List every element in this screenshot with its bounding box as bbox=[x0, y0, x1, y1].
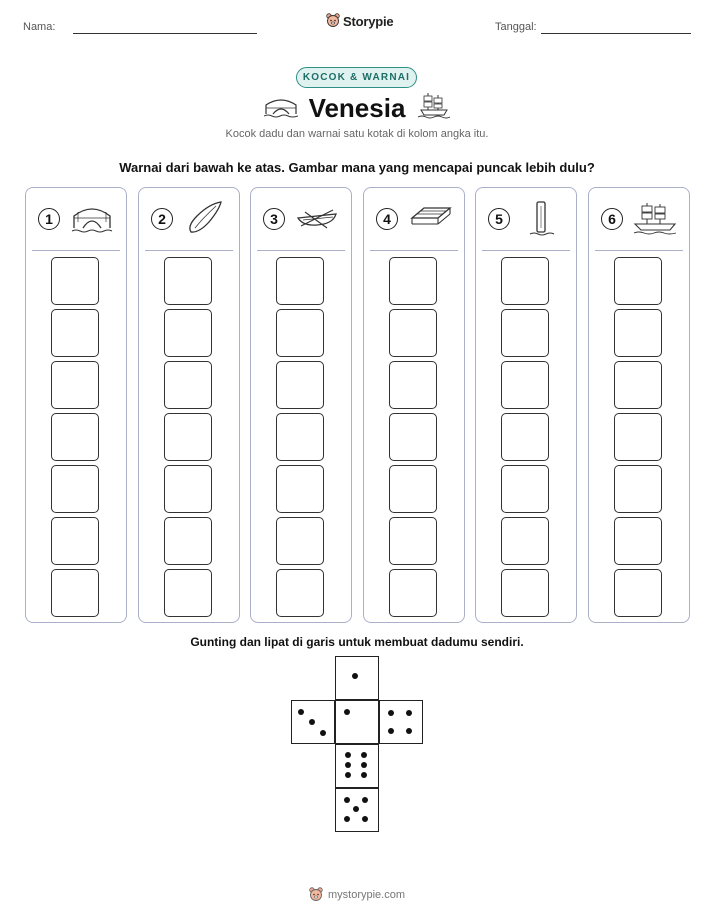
color-cell[interactable] bbox=[614, 413, 662, 461]
pip bbox=[353, 806, 359, 812]
color-cell[interactable] bbox=[51, 309, 99, 357]
color-cell[interactable] bbox=[276, 361, 324, 409]
color-cell[interactable] bbox=[389, 517, 437, 565]
pip bbox=[309, 719, 315, 725]
column-4 bbox=[363, 187, 465, 623]
color-cell[interactable] bbox=[164, 465, 212, 513]
column-header bbox=[257, 188, 345, 251]
color-cell[interactable] bbox=[389, 413, 437, 461]
mooring-pole-icon bbox=[520, 200, 564, 236]
color-cell[interactable] bbox=[614, 309, 662, 357]
dice-face-1-center[interactable] bbox=[335, 700, 379, 744]
column-header bbox=[370, 188, 458, 251]
color-cell[interactable] bbox=[389, 257, 437, 305]
dice-face-3[interactable] bbox=[291, 700, 335, 744]
column-5 bbox=[475, 187, 577, 623]
name-line[interactable] bbox=[73, 33, 257, 34]
pip bbox=[361, 772, 367, 778]
column-6 bbox=[588, 187, 690, 623]
bear-footer-icon bbox=[308, 887, 324, 903]
color-cell[interactable] bbox=[389, 569, 437, 617]
storypie-logo bbox=[326, 13, 393, 29]
color-cell[interactable] bbox=[501, 309, 549, 357]
column-number: 5 bbox=[488, 208, 510, 230]
color-cell[interactable] bbox=[164, 569, 212, 617]
color-cell[interactable] bbox=[501, 517, 549, 565]
cut-instruction: Gunting dan lipat di garis untuk membuat dadumu sendiri. bbox=[190, 635, 524, 649]
color-cell[interactable] bbox=[164, 361, 212, 409]
ship-title-icon bbox=[418, 91, 450, 119]
color-cell[interactable] bbox=[276, 257, 324, 305]
rowboat-icon bbox=[295, 200, 339, 236]
bridge-icon bbox=[70, 200, 114, 236]
logo-text: Storypie bbox=[343, 13, 394, 29]
color-cell[interactable] bbox=[501, 465, 549, 513]
color-cell[interactable] bbox=[276, 465, 324, 513]
pip bbox=[406, 728, 412, 734]
pip bbox=[344, 816, 350, 822]
column-number: 1 bbox=[38, 208, 60, 230]
color-cell[interactable] bbox=[164, 517, 212, 565]
pip bbox=[352, 673, 358, 679]
sailing-ship-icon bbox=[633, 200, 677, 236]
color-cell[interactable] bbox=[389, 465, 437, 513]
dock-raft-icon bbox=[408, 200, 452, 236]
color-cell[interactable] bbox=[614, 517, 662, 565]
color-cell[interactable] bbox=[51, 257, 99, 305]
date-line[interactable] bbox=[541, 33, 691, 34]
pip bbox=[320, 730, 326, 736]
pip bbox=[298, 709, 304, 715]
subtitle: Kocok dadu dan warnai satu kotak di kolom angka itu. bbox=[225, 128, 489, 140]
color-cell[interactable] bbox=[501, 257, 549, 305]
footer-url[interactable]: mystorypie.com bbox=[328, 889, 406, 901]
color-cell[interactable] bbox=[164, 413, 212, 461]
color-cell[interactable] bbox=[164, 309, 212, 357]
dice-face-4[interactable] bbox=[379, 700, 423, 744]
column-1 bbox=[25, 187, 127, 623]
color-cell[interactable] bbox=[614, 257, 662, 305]
pip bbox=[388, 710, 394, 716]
color-cell[interactable] bbox=[501, 569, 549, 617]
color-cell[interactable] bbox=[164, 257, 212, 305]
bear-logo-icon bbox=[326, 13, 340, 29]
footer bbox=[308, 887, 405, 903]
column-3 bbox=[250, 187, 352, 623]
color-cell[interactable] bbox=[501, 361, 549, 409]
dice-face-5[interactable] bbox=[335, 788, 379, 832]
column-number: 2 bbox=[151, 208, 173, 230]
color-cell[interactable] bbox=[51, 569, 99, 617]
color-cell[interactable] bbox=[501, 413, 549, 461]
date-label: Tanggal: bbox=[495, 21, 537, 33]
color-cell[interactable] bbox=[51, 465, 99, 513]
pip bbox=[362, 797, 368, 803]
color-cell[interactable] bbox=[276, 413, 324, 461]
instruction-text: Warnai dari bawah ke atas. Gambar mana yang mencapai puncak lebih dulu? bbox=[119, 160, 595, 175]
name-label: Nama: bbox=[23, 21, 56, 33]
pip bbox=[344, 797, 350, 803]
column-header bbox=[482, 188, 570, 251]
activity-badge: KOCOK & WARNAI bbox=[296, 67, 417, 88]
column-header bbox=[595, 188, 683, 251]
color-cell[interactable] bbox=[51, 361, 99, 409]
column-number: 4 bbox=[376, 208, 398, 230]
pip bbox=[345, 762, 351, 768]
column-header bbox=[145, 188, 233, 251]
pip bbox=[362, 816, 368, 822]
page-title: Venesia bbox=[308, 93, 406, 123]
column-header bbox=[32, 188, 120, 251]
color-cell[interactable] bbox=[276, 309, 324, 357]
color-cell[interactable] bbox=[51, 413, 99, 461]
gondola-icon bbox=[183, 200, 227, 236]
pip bbox=[406, 710, 412, 716]
color-cell[interactable] bbox=[51, 517, 99, 565]
color-cell[interactable] bbox=[276, 569, 324, 617]
color-cell[interactable] bbox=[276, 517, 324, 565]
pip bbox=[344, 709, 350, 715]
pip bbox=[361, 762, 367, 768]
color-cell[interactable] bbox=[389, 309, 437, 357]
column-2 bbox=[138, 187, 240, 623]
dice-face-1[interactable] bbox=[335, 656, 379, 700]
pip bbox=[361, 752, 367, 758]
color-cell[interactable] bbox=[614, 569, 662, 617]
color-cell[interactable] bbox=[614, 465, 662, 513]
pip bbox=[388, 728, 394, 734]
pip bbox=[345, 772, 351, 778]
color-cell[interactable] bbox=[614, 361, 662, 409]
column-number: 3 bbox=[263, 208, 285, 230]
column-number: 6 bbox=[601, 208, 623, 230]
color-cell[interactable] bbox=[389, 361, 437, 409]
pip bbox=[345, 752, 351, 758]
dice-face-6[interactable] bbox=[335, 744, 379, 788]
